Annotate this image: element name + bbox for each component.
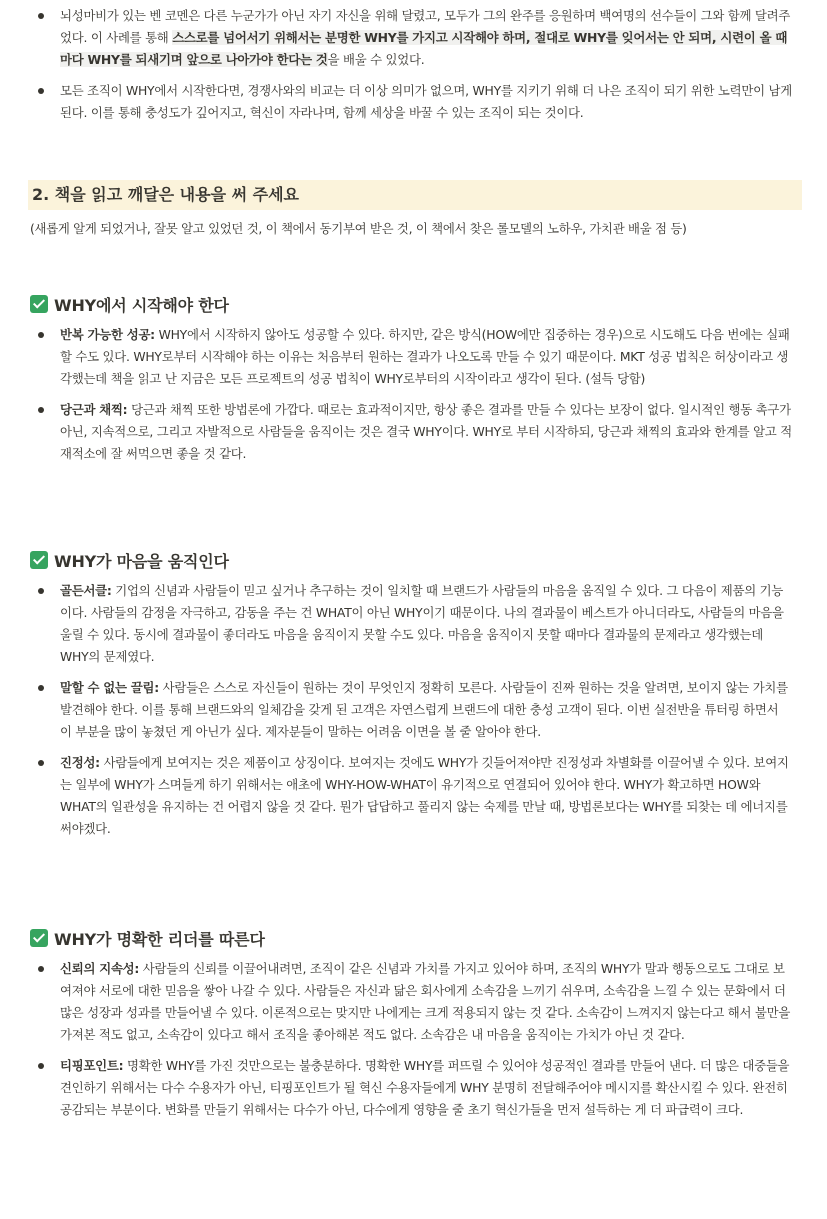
list-item <box>30 752 792 840</box>
section-title-text: WHY에서 시작해야 한다 <box>54 295 229 315</box>
list-item <box>30 677 792 743</box>
item-text: 모든 조직이 WHY에서 시작한다면, 경쟁사와의 비교는 더 이상 의미가 없으며, WHY를 지키기 위해 더 나은 조직이 되기 위한 노력만이 남게 된다. 이를 통해 충성도가 깊어지고, 혁신이 자라나며, 함께 세상을 바꿀 수 있는 조직이 되는 것이다. <box>60 83 792 120</box>
section-why-leader <box>30 926 820 1130</box>
section-heading-2: 2. 책을 읽고 깨달은 내용을 써 주세요 <box>28 180 802 210</box>
section-title <box>30 548 820 572</box>
item-text: WHY에서 시작하지 않아도 성공할 수 있다. 하지만, 같은 방식(HOW에만 집중하는 경우)으로 시도해도 다음 번에는 실패할 수도 있다. WHY로부터 시작해야 하는 이유는 처음부터 원하는 결과가 나오도록 만들 수 있기 때문이다. MKT 성공 법칙은 허상이라고 생각했는데 책을 읽고 난 지금은 모든 프로젝트의 성공 법칙이 WHY로부터의 시작이라고 생각이 된다. (설득 당함) <box>60 327 790 386</box>
item-lead: 티핑포인트: <box>60 1058 124 1073</box>
item-text: 뇌성마비가 있는 벤 코멘은 다른 누군가가 아닌 자기 자신을 위해 달렸고, 모두가 그의 완주를 응원하며 백여명의 선수들이 그와 함께 달려주었다. 이 사례를 통해 <box>60 8 791 45</box>
item-lead: 말할 수 없는 끌림: <box>60 680 159 695</box>
item-text: 사람들은 스스로 자신들이 원하는 것이 무엇인지 정확히 모른다. 사람들이 진짜 원하는 것을 알려면, 보이지 않는 가치를 발견해야 한다. 이를 통해 브랜드와의 일체감을 갖게 된 고객은 자연스럽게 브랜드에 대한 충성 고객이 된다. 이번 실전반을 튜터링 하면서 이 부분을 많이 놓쳤던 게 아닌가 싶다. 제자분들이 말하는 어려움 이면을 볼 줄 알아야 한다. <box>60 680 788 739</box>
list-item <box>30 80 792 124</box>
checkmark-icon <box>30 551 48 569</box>
item-lead: 반복 가능한 성공: <box>60 327 155 342</box>
item-lead: 진정성: <box>60 755 100 770</box>
list-item <box>30 958 792 1046</box>
item-lead: 당근과 채찍: <box>60 402 128 417</box>
list-item <box>30 324 792 390</box>
item-text: 사람들의 신뢰를 이끌어내려면, 조직이 같은 신념과 가치를 가지고 있어야 하며, 조직의 WHY가 말과 행동으로도 그대로 보여져야 서로에 대한 믿음을 쌓아 나갈 수 있다. 사람들은 자신과 닮은 회사에게 소속감을 느끼기 쉬우며, 소속감을 느낄 수 있는 문화에서 더 많은 성장과 성과를 만들어낼 수 있다. 이론적으로는 맞지만 나에게는 크게 적용되지 않는 것 같다. 소속감이 느껴지지 않는다고 해서 불만을 가져본 적도 없고, 소속감이 있다고 해서 조직을 좋아해본 적도 없다. 소속감은 내 마음을 움직이는 가치가 아닌 것 같다. <box>60 961 791 1042</box>
item-text: 명확한 WHY를 가진 것만으로는 불충분하다. 명확한 WHY를 퍼뜨릴 수 있어야 성공적인 결과를 만들어 낸다. 더 많은 대중들을 견인하기 위해서는 다수 수용자가 아닌, 티핑포인트가 될 혁신 수용자들에게 WHY 분명히 전달해주어야 메시지를 확산시킬 수 있다. 완전히 공감되는 부분이다. 변화를 만들기 위해서는 다수가 아닌, 다수에게 영향을 줄 초기 혁신가들을 먼저 설득하는 게 더 파급력이 크다. <box>60 1058 790 1117</box>
section-why-moves <box>30 548 820 849</box>
list-item <box>30 580 792 668</box>
item-text: 사람들에게 보여지는 것은 제품이고 상징이다. 보여지는 것에도 WHY가 깃들어져야만 진정성과 차별화를 이끌어낼 수 있다. 보여지는 일부에 WHY가 스며들게 하기 위해서는 애초에 WHY-HOW-WHAT이 유기적으로 연결되어 있어야 한다. WHY가 확고하면 HOW와 WHAT의 일관성을 유지하는 건 어렵지 않을 것 같다. 뭔가 답답하고 풀리지 않는 숙제를 만날 때, 방법론보다는 WHY를 되찾는 데 에너지를 써야겠다. <box>60 755 789 836</box>
item-text: 기업의 신념과 사람들이 믿고 싶거나 추구하는 것이 일치할 때 브랜드가 사람들의 마음을 움직일 수 있다. 그 다음이 제품의 기능이다. 사람들의 감정을 자극하고, 감동을 주는 건 WHAT이 아닌 WHY이기 때문이다. 나의 결과물이 베스트가 아니더라도, 사람들의 마음을 울릴 수 있다. 동시에 결과물이 좋더라도 마음을 움직이지 못할 수도 있다. 마음을 움직이지 못할 때마다 결과물의 문제라고 생각했는데 WHY의 문제였다. <box>60 583 784 664</box>
item-lead: 골든서클: <box>60 583 112 598</box>
checkmark-icon <box>30 929 48 947</box>
highlighted-text: 스스로를 넘어서기 위해서는 분명한 WHY를 가지고 시작해야 하며, 절대로 WHY를 잊어서는 안 되며, 시련이 올 때마다 WHY를 되새기며 앞으로 나아가야 한다는 것 <box>60 30 788 67</box>
list-item <box>30 1055 792 1121</box>
section-why-start <box>30 292 820 474</box>
section-title-text: WHY가 마음을 움직인다 <box>54 551 229 571</box>
checkmark-icon <box>30 295 48 313</box>
intro-list <box>30 5 820 133</box>
section-title <box>30 926 820 950</box>
section-title-text: WHY가 명확한 리더를 따른다 <box>54 929 265 949</box>
item-lead: 신뢰의 지속성: <box>60 961 140 976</box>
heading-subtext: (새롭게 알게 되었거나, 잘못 알고 있었던 것, 이 책에서 동기부여 받은 것, 이 책에서 찾은 롤모델의 노하우, 가치관 배울 점 등) <box>30 221 687 236</box>
item-text: 당근과 채찍 또한 방법론에 가깝다. 때로는 효과적이지만, 항상 좋은 결과를 만들 수 있다는 보장이 없다. 일시적인 행동 촉구가 아닌, 지속적으로, 그리고 자발적으로 사람들을 움직이는 것은 결국 WHY이다. WHY로 부터 시작하되, 당근과 채찍의 효과와 한계를 알고 적재적소에 잘 써먹으면 좋을 것 같다. <box>60 402 792 461</box>
item-text-after: 을 배울 수 있었다. <box>327 52 425 67</box>
section-title <box>30 292 820 316</box>
list-item <box>30 5 792 71</box>
list-item <box>30 399 792 465</box>
